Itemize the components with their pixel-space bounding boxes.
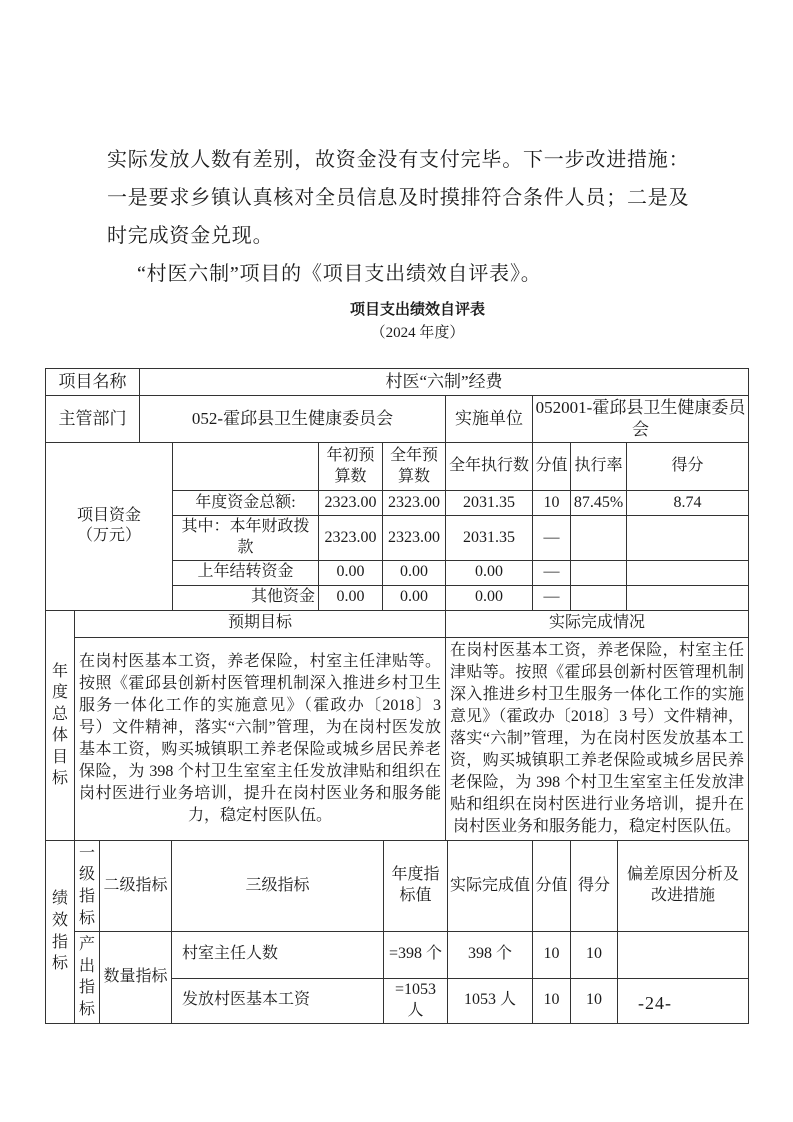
funds-empty-header (173, 443, 319, 491)
funds-rate-value: 87.45% (571, 491, 627, 516)
table-subtitle: （2024 年度） (370, 325, 465, 341)
score-value: 10 (571, 932, 618, 978)
level3-indicator-header: 三级指标 (172, 840, 384, 931)
funds-row-label: 年度资金总额: (173, 491, 319, 516)
funds-executed-value: 0.00 (446, 560, 533, 585)
table-title: 项目支出绩效自评表 (349, 302, 485, 318)
level2-indicator-value: 数量指标 (100, 932, 172, 1023)
funds-initial-value: 0.00 (319, 585, 383, 610)
funds-header-annual: 全年预算数 (383, 443, 446, 491)
deviation-value (618, 932, 749, 978)
funds-score-value (627, 560, 749, 585)
funds-executed-value: 2031.35 (446, 491, 533, 516)
funds-score-value (627, 585, 749, 610)
table-section-funds (45, 442, 749, 611)
funds-annual-value: 0.00 (383, 560, 446, 585)
funds-label-line2: （万元） (76, 527, 141, 545)
funds-annual-value: 2323.00 (383, 516, 446, 561)
actual-completion-header: 实际完成情况 (446, 610, 749, 637)
intro-paragraphs (107, 141, 695, 293)
intro-note-line: “村医六制”项目的《项目支出绩效自评表》。 (137, 263, 542, 285)
funds-points-value: — (533, 585, 571, 610)
table-title-block (66, 299, 769, 345)
funds-header-executed: 全年执行数 (446, 443, 533, 491)
level2-indicator-header: 二级指标 (100, 840, 172, 931)
funds-annual-value: 0.00 (383, 585, 446, 610)
annual-goal-section-label: 年度总体目标 (46, 610, 75, 840)
actual-completion-value: 398 个 (448, 932, 533, 978)
funds-initial-value: 2323.00 (319, 516, 383, 561)
table-section-annual-goal (45, 610, 749, 841)
intro-line-1: 实际发放人数有差别，故资金没有支付完毕。下一步改进措施： (107, 149, 690, 171)
intro-line-2: 一是要求乡镇认真核对全员信息及时摸排符合条件人员；二是及 (107, 187, 690, 209)
funds-row-label: 上年结转资金 (173, 560, 319, 585)
actual-completion-value: 1053 人 (448, 978, 533, 1023)
deviation-header: 偏差原因分析及改进措施 (618, 840, 749, 931)
funds-points-value: — (533, 516, 571, 561)
actual-value-header: 实际完成值 (448, 840, 533, 931)
points-value: 10 (533, 978, 571, 1023)
funds-header-initial: 年初预算数 (319, 443, 383, 491)
expected-goal-header: 预期目标 (75, 610, 446, 637)
funds-section-label (46, 443, 173, 611)
score-header: 得分 (571, 840, 618, 931)
funds-rate-value (571, 560, 627, 585)
funds-executed-value: 0.00 (446, 585, 533, 610)
annual-target-header: 年度指标值 (384, 840, 448, 931)
points-value: 10 (533, 932, 571, 978)
funds-rate-value (571, 516, 627, 561)
project-name-value: 村医“六制”经费 (140, 369, 749, 396)
funds-points-value: 10 (533, 491, 571, 516)
actual-completion-text: 在岗村医基本工资，养老保险，村室主任津贴等。按照《霍邱县创新村医管理机制深入推进乡村卫生服务一体化工作的实施意见》（霍政办〔2018〕3 号）文件精神，落实“六制”管理，为在岗村医发放基本工资，购买城镇职工养老保险或城乡居民养老保险，为 398 个村卫生室室主任发放津贴和组织在岗村医进行业务培训，提升在岗村医业务和服务能力，稳定村医队伍。 (446, 637, 749, 840)
funds-score-value (627, 516, 749, 561)
funds-initial-value: 2323.00 (319, 491, 383, 516)
funds-score-value: 8.74 (627, 491, 749, 516)
funds-row-label: 其中：本年财政拨款 (173, 516, 319, 561)
level1-indicator-header: 一级指标 (75, 840, 100, 931)
table-section-header (45, 368, 749, 443)
funds-points-value: — (533, 560, 571, 585)
expected-goal-text: 在岗村医基本工资，养老保险，村室主任津贴等。按照《霍邱县创新村医管理机制深入推进乡村卫生服务一体化工作的实施意见》（霍政办〔2018〕3 号）文件精神，落实“六制”管理，为在岗村医发放基本工资，购买城镇职工养老保险或城乡居民养老保险，为 398 个村卫生室室主任发放津贴和组织在岗村医进行业务培训，提升在岗村医业务和服务能力，稳定村医队伍。 (75, 637, 446, 840)
funds-initial-value: 0.00 (319, 560, 383, 585)
annual-target-value: =398 个 (384, 932, 448, 978)
annual-target-value: =1053 人 (384, 978, 448, 1023)
funds-annual-value: 2323.00 (383, 491, 446, 516)
funds-header-points: 分值 (533, 443, 571, 491)
points-header: 分值 (533, 840, 571, 931)
page-number: -24- (638, 993, 672, 1013)
intro-line-3: 时完成资金兑现。 (107, 225, 274, 247)
score-value: 10 (571, 978, 618, 1023)
funds-executed-value: 2031.35 (446, 516, 533, 561)
funds-rate-value (571, 585, 627, 610)
funds-row-label: 其他资金 (173, 585, 319, 610)
project-name-label: 项目名称 (46, 369, 140, 396)
funds-header-score: 得分 (627, 443, 749, 491)
unit-label: 实施单位 (446, 396, 533, 443)
level1-indicator-value: 产出指标 (75, 932, 100, 1023)
dept-value: 052-霍邱县卫生健康委员会 (140, 396, 446, 443)
self-evaluation-table (45, 368, 748, 1024)
level3-indicator: 村室主任人数 (172, 932, 384, 978)
performance-row-1 (46, 932, 749, 978)
funds-label-line1: 项目资金 (76, 506, 141, 524)
unit-value: 052001-霍邱县卫生健康委员会 (533, 396, 749, 443)
performance-section-label: 绩效指标 (46, 840, 75, 1023)
funds-header-rate: 执行率 (571, 443, 627, 491)
level3-indicator: 发放村医基本工资 (172, 978, 384, 1023)
dept-label: 主管部门 (46, 396, 140, 443)
